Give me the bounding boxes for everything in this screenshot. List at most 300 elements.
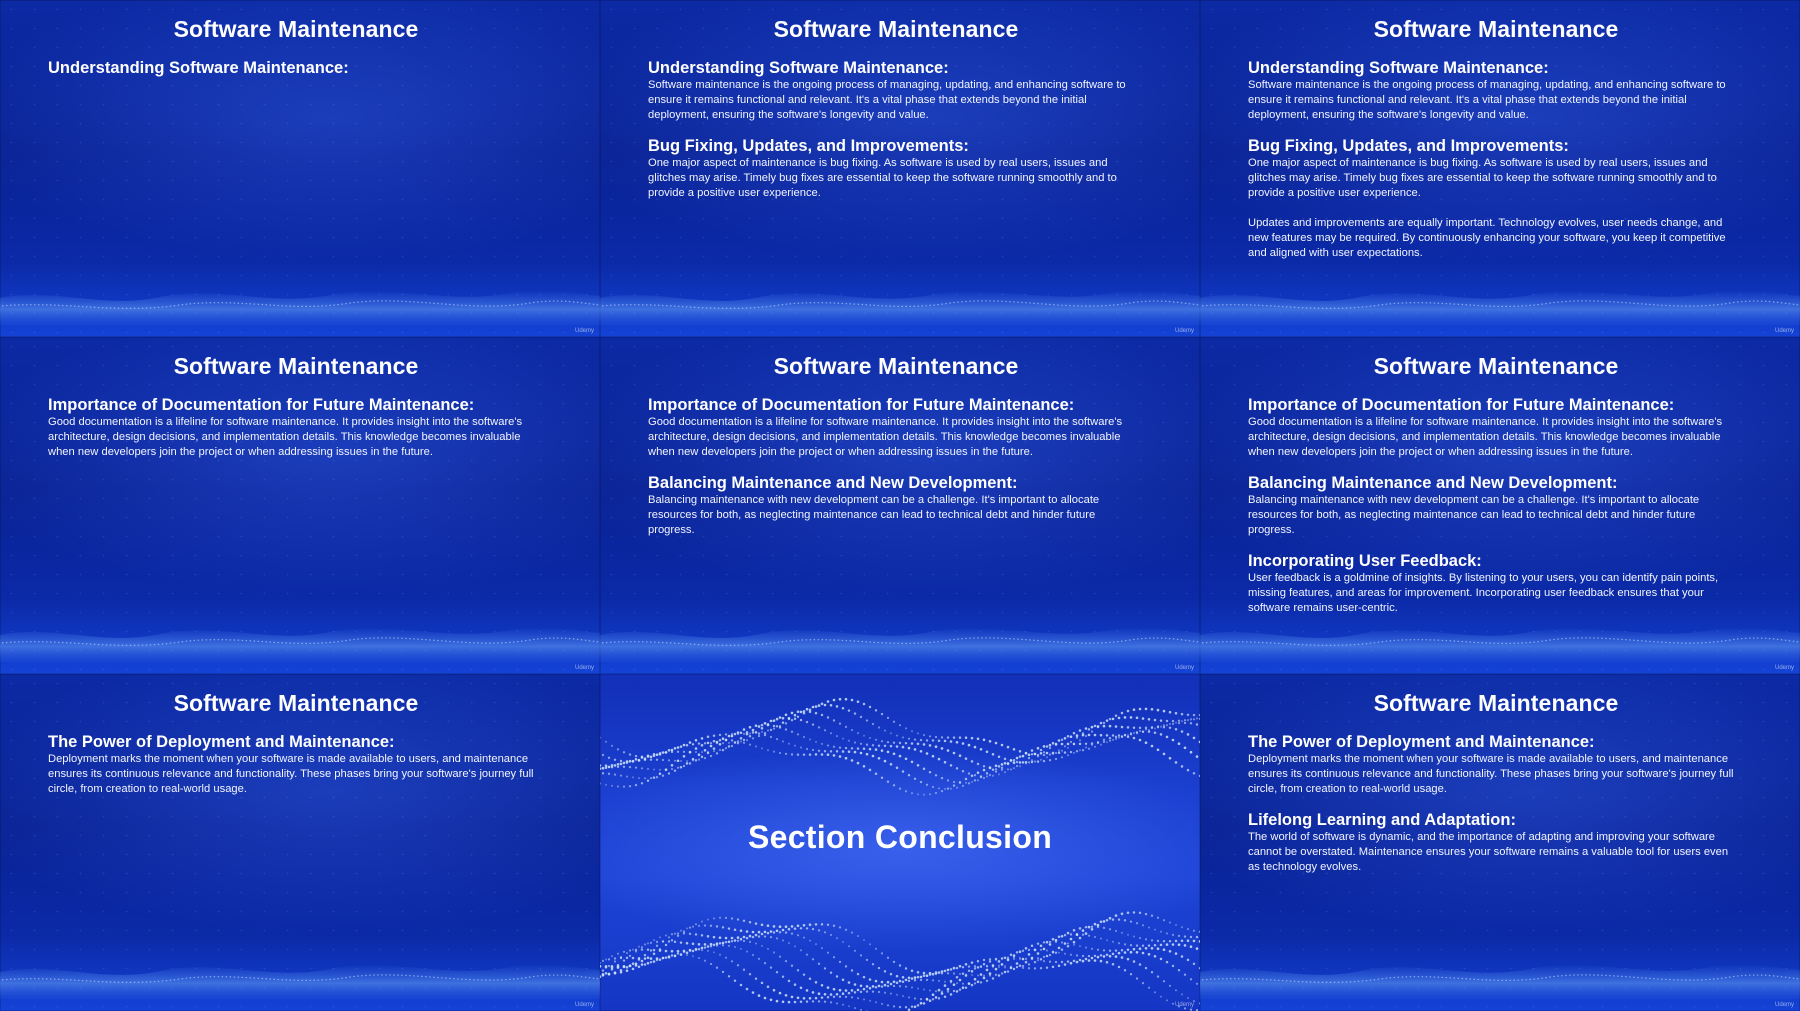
particle-dot — [869, 748, 872, 751]
particle-dot — [710, 963, 712, 965]
particle-dot — [650, 949, 652, 951]
particle-dot — [743, 733, 745, 735]
section-paragraph: Deployment marks the moment when your software is made available to users, and maintenance ensures its continuous relevance and functionality. These phases bring your software's journey full circle, from creation to real-world usage. — [1248, 753, 1734, 795]
particle-dot — [1181, 926, 1183, 928]
particle-dot — [923, 794, 925, 796]
particle-dot — [932, 979, 934, 981]
particle-dot — [890, 732, 892, 734]
particle-dot — [623, 751, 625, 753]
particle-dot — [605, 784, 607, 786]
content-section — [1248, 811, 1738, 875]
particle-dot — [1070, 954, 1072, 956]
particle-dot — [854, 712, 856, 714]
particle-dot — [911, 970, 914, 973]
particle-dot — [1067, 747, 1069, 749]
particle-dot — [1103, 739, 1105, 741]
particle-dot — [872, 963, 874, 965]
particle-dot — [797, 716, 799, 718]
particle-dot — [731, 937, 734, 940]
particle-dot — [866, 719, 868, 721]
particle-dot — [968, 982, 971, 985]
particle-dot — [713, 750, 715, 752]
particle-dot — [1130, 920, 1132, 922]
particle-dot — [812, 723, 814, 725]
particle-dot — [821, 753, 824, 756]
particle-dot — [1169, 922, 1171, 924]
particle-dot — [1187, 939, 1190, 942]
particle-dot — [1040, 945, 1043, 948]
particle-dot — [632, 962, 635, 965]
slide-2[interactable] — [600, 0, 1200, 337]
slide-9[interactable] — [1200, 674, 1800, 1011]
particle-dot — [938, 989, 941, 992]
particle-dot — [767, 749, 769, 751]
particle-dot — [797, 754, 799, 756]
particle-dot — [815, 943, 817, 945]
particle-dot — [929, 973, 931, 975]
particle-dot — [674, 769, 676, 771]
particle-dot — [728, 975, 730, 977]
particle-dot — [1043, 956, 1045, 958]
particle-dot — [794, 1001, 797, 1004]
particle-dot — [1124, 919, 1126, 921]
particle-dot — [1079, 749, 1081, 751]
particle-dot — [785, 994, 788, 997]
particle-dot — [917, 764, 920, 767]
particle-dot — [728, 735, 731, 738]
particle-dot — [782, 717, 785, 720]
particle-dot — [863, 735, 865, 737]
particle-dot — [995, 974, 997, 976]
slide-content — [648, 59, 1138, 215]
particle-dot — [1121, 726, 1124, 729]
particle-dot — [1187, 769, 1190, 772]
particle-dot — [998, 755, 1001, 758]
dot-texture — [0, 0, 600, 337]
particle-dot — [962, 972, 964, 974]
particle-dot — [665, 956, 668, 959]
section-paragraph: One major aspect of maintenance is bug fixing. As software is used by real users, issues and glitches may arise. Timely bug fixes are essential to keep the software running smoothly and to provide a positive user experience. — [648, 157, 1117, 199]
particle-dot — [980, 776, 982, 778]
particle-dot — [677, 932, 679, 934]
particle-dot — [755, 731, 758, 734]
particle-dot — [944, 970, 947, 973]
particle-dot — [785, 925, 788, 928]
particle-dot — [698, 759, 700, 761]
particle-dot — [989, 972, 992, 975]
particle-dot — [938, 758, 941, 761]
particle-dot — [641, 782, 643, 784]
particle-dot — [620, 971, 623, 974]
particle-dot — [611, 745, 613, 747]
particle-dot — [848, 1005, 850, 1007]
particle-dot — [1040, 749, 1042, 751]
particle-dot — [1064, 745, 1066, 747]
particle-dot — [941, 736, 943, 738]
particle-dot — [749, 935, 752, 938]
particle-dot — [1154, 719, 1157, 722]
particle-dot — [1010, 954, 1013, 957]
particle-dot — [899, 742, 901, 744]
particle-dot — [701, 947, 704, 950]
particle-dot — [860, 954, 862, 956]
particle-dot — [1154, 955, 1157, 958]
particle-dot — [941, 777, 943, 779]
particle-dot — [1088, 734, 1091, 737]
particle-dot — [893, 961, 895, 963]
slide-title: Software Maintenance — [773, 16, 1019, 42]
particle-dot — [809, 738, 811, 740]
particle-dot — [725, 937, 728, 940]
particle-dot — [1118, 717, 1121, 720]
particle-dot — [965, 757, 968, 760]
particle-dot — [923, 975, 926, 978]
particle-dot — [977, 771, 980, 774]
particle-dot — [950, 993, 953, 996]
particle-dot — [1127, 934, 1129, 936]
particle-dot — [1100, 744, 1102, 746]
particle-dot — [818, 750, 820, 752]
particle-dot — [740, 938, 743, 941]
particle-dot — [1037, 755, 1039, 757]
particle-dot — [815, 741, 817, 743]
particle-dot — [980, 981, 982, 983]
slide-6[interactable] — [1200, 337, 1800, 674]
particle-dot — [641, 963, 644, 966]
slide-7[interactable] — [0, 674, 600, 1011]
particle-dot — [836, 975, 838, 977]
particle-dot — [911, 1005, 913, 1007]
particle-dot — [992, 769, 994, 771]
particle-dot — [1031, 753, 1033, 755]
particle-dot — [737, 964, 739, 966]
particle-dot — [788, 928, 791, 931]
particle-dot — [926, 784, 928, 786]
particle-dot — [1013, 748, 1016, 751]
particle-dot — [752, 954, 754, 956]
particle-dot — [632, 968, 635, 971]
particle-dot — [740, 732, 743, 735]
particle-dot — [1028, 953, 1031, 956]
wave-fill — [0, 290, 600, 325]
particle-dot — [818, 1000, 820, 1002]
particle-dot — [770, 720, 773, 723]
particle-dot — [656, 759, 658, 761]
particle-dot — [908, 774, 910, 776]
particle-dot — [1100, 960, 1103, 963]
particle-dot — [800, 949, 802, 951]
particle-dot — [839, 989, 842, 992]
particle-dot — [1118, 952, 1121, 955]
particle-dot — [1169, 940, 1171, 942]
particle-dot — [608, 766, 611, 769]
particle-dot — [674, 954, 676, 956]
slide-title: Software Maintenance — [773, 353, 1019, 379]
particle-dot — [752, 991, 755, 994]
particle-dot — [1139, 708, 1142, 711]
particle-dot — [929, 744, 932, 747]
slide-1[interactable] — [0, 0, 600, 337]
particle-dot — [620, 775, 622, 777]
particle-dot — [1136, 922, 1138, 924]
particle-dot — [1148, 953, 1151, 956]
particle-dot — [689, 762, 691, 764]
particle-dot — [1094, 955, 1096, 957]
particle-dot — [1109, 718, 1111, 720]
particle-dot — [1160, 733, 1163, 736]
particle-dot — [905, 967, 907, 969]
particle-dot — [863, 976, 866, 979]
particle-dot — [941, 972, 943, 974]
particle-dot — [887, 751, 890, 754]
content-section — [1248, 733, 1738, 797]
particle-dot — [911, 977, 914, 980]
particle-dot — [845, 989, 848, 992]
particle-dot — [1046, 966, 1048, 968]
particle-dot — [1112, 734, 1114, 736]
particle-dot — [722, 971, 724, 973]
particle-dot — [956, 741, 959, 744]
particle-dot — [806, 1000, 808, 1002]
particle-dot — [710, 745, 713, 748]
particle-dot — [776, 738, 778, 740]
particle-dot — [869, 1000, 871, 1002]
particle-dot — [1184, 719, 1186, 721]
particle-dot — [1130, 732, 1132, 734]
content-section — [1248, 474, 1738, 538]
particle-dot — [1133, 960, 1136, 963]
particle-dot — [1127, 911, 1130, 914]
particle-dot — [986, 965, 988, 967]
particle-dot — [600, 975, 601, 978]
particle-dot — [668, 749, 671, 752]
particle-dot — [1061, 948, 1063, 950]
particle-dot — [770, 930, 773, 933]
particle-dot — [1136, 977, 1138, 979]
particle-dot — [1142, 944, 1144, 946]
particle-dot — [1052, 950, 1054, 952]
particle-dot — [821, 996, 824, 999]
particle-dot — [650, 755, 653, 758]
particle-dot — [959, 973, 961, 975]
particle-dot — [830, 1001, 832, 1003]
slide-title: Software Maintenance — [173, 353, 419, 379]
particle-dot — [887, 717, 889, 719]
particle-dot — [833, 956, 835, 958]
particle-dot — [1058, 739, 1061, 742]
particle-dot — [734, 928, 737, 931]
particle-dot — [737, 936, 740, 939]
particle-dot — [629, 766, 631, 768]
particle-dot — [947, 749, 950, 752]
particle-dot — [1115, 955, 1118, 958]
particle-dot — [872, 744, 874, 746]
particle-dot — [794, 745, 796, 747]
particle-dot — [944, 740, 947, 743]
particle-dot — [944, 984, 947, 987]
particle-dot — [881, 777, 883, 779]
wave-line — [600, 301, 1200, 309]
particle-dot — [1010, 768, 1012, 770]
particle-dot — [731, 940, 733, 942]
particle-dot — [1145, 741, 1148, 744]
particle-dot — [728, 941, 731, 944]
particle-dot — [1031, 958, 1033, 960]
particle-dot — [1010, 966, 1012, 968]
particle-dot — [863, 765, 866, 768]
particle-dot — [695, 747, 698, 750]
particle-dot — [782, 939, 784, 941]
particle-dot — [600, 783, 601, 785]
particle-dot — [1157, 940, 1159, 942]
particle-dot — [710, 925, 712, 927]
particle-dot — [785, 931, 787, 933]
particle-dot — [968, 965, 970, 967]
particle-dot — [752, 931, 755, 934]
particle-dot — [1004, 965, 1006, 967]
particle-dot — [1157, 709, 1160, 712]
particle-dot — [917, 976, 920, 979]
particle-dot — [842, 707, 845, 710]
particle-dot — [815, 712, 818, 715]
particle-dot — [629, 955, 631, 957]
particle-dot — [854, 1007, 856, 1009]
particle-dot — [1136, 731, 1138, 733]
particle-dot — [845, 726, 847, 728]
particle-dot — [1166, 999, 1168, 1001]
particle-dot — [761, 727, 764, 730]
particle-dot — [635, 766, 637, 768]
particle-dot — [1034, 967, 1036, 969]
particle-dot — [1112, 918, 1114, 920]
particle-dot — [725, 941, 727, 943]
particle-dot — [926, 739, 928, 741]
particle-dot — [1001, 963, 1004, 966]
particle-dot — [1187, 714, 1189, 716]
particle-dot — [818, 963, 820, 965]
particle-dot — [851, 989, 854, 992]
particle-dot — [830, 750, 832, 752]
particle-dot — [833, 699, 836, 702]
section-heading: Understanding Software Maintenance: — [48, 59, 349, 77]
particle-dot — [992, 775, 994, 777]
particle-dot — [914, 1006, 917, 1009]
udemy-watermark: Udemy — [1174, 1002, 1194, 1008]
particle-dot — [1058, 752, 1061, 755]
particle-dot — [698, 943, 701, 946]
particle-dot — [731, 917, 733, 919]
particle-dot — [1034, 948, 1036, 950]
particle-dot — [1088, 748, 1090, 750]
particle-dot — [986, 969, 989, 972]
particle-dot — [848, 981, 851, 984]
particle-dot — [632, 957, 635, 960]
particle-dot — [728, 945, 730, 947]
particle-dot — [773, 951, 775, 953]
particle-dot — [722, 926, 724, 928]
particle-dot — [1004, 758, 1006, 760]
particle-dot — [1022, 761, 1024, 763]
section-heading: Bug Fixing, Updates, and Improvements: — [1248, 137, 1569, 155]
particle-dot — [1055, 952, 1057, 954]
particle-dot — [902, 770, 905, 773]
particle-dot — [1031, 761, 1034, 764]
particle-dot — [830, 934, 832, 936]
slide-8[interactable] — [600, 674, 1200, 1011]
wave-fill — [0, 964, 600, 999]
particle-dot — [986, 751, 989, 754]
slide-4[interactable] — [0, 337, 600, 674]
particle-dot — [995, 770, 997, 772]
particle-dot — [632, 776, 634, 778]
particle-dot — [1100, 921, 1103, 924]
particle-dot — [1028, 949, 1030, 951]
particle-dot — [1016, 966, 1018, 968]
particle-dot — [1031, 944, 1034, 947]
particle-dot — [809, 753, 812, 756]
particle-dot — [998, 974, 1001, 977]
slide-content — [48, 59, 538, 92]
particle-dot — [1061, 750, 1063, 752]
particle-dot — [600, 764, 601, 767]
particle-dot — [827, 986, 830, 989]
particle-dot — [983, 738, 986, 741]
particle-dot — [983, 975, 985, 977]
particle-dot — [1169, 727, 1171, 729]
particle-dot — [866, 985, 869, 988]
particle-dot — [830, 704, 833, 707]
particle-dot — [908, 738, 910, 740]
slide-3[interactable] — [1200, 0, 1800, 337]
particle-dot — [1067, 754, 1069, 756]
particle-dot — [1160, 996, 1162, 998]
particle-dot — [908, 747, 911, 750]
particle-dot — [1118, 966, 1120, 968]
particle-dot — [761, 724, 764, 727]
particle-dot — [965, 778, 967, 780]
particle-dot — [1157, 975, 1159, 977]
particle-dot — [881, 740, 883, 742]
particle-dot — [683, 751, 685, 753]
particle-dot — [674, 941, 676, 943]
particle-dot — [815, 997, 818, 1000]
particle-dot — [1172, 965, 1174, 967]
particle-dot — [1034, 753, 1037, 756]
particle-dot — [698, 948, 700, 950]
particle-dot — [1172, 739, 1175, 742]
particle-dot — [704, 943, 707, 946]
particle-dot — [1181, 940, 1184, 943]
particle-dot — [1193, 718, 1195, 720]
content-section — [48, 396, 538, 460]
particle-dot — [1160, 726, 1162, 728]
particle-dot — [1079, 927, 1082, 930]
particle-dot — [845, 757, 848, 760]
particle-dot — [647, 768, 649, 770]
wave-decoration — [0, 592, 600, 662]
particle-dot — [629, 965, 632, 968]
particle-dot — [1049, 961, 1051, 963]
particle-dot — [629, 753, 631, 755]
particle-dot — [695, 949, 697, 951]
particle-dot — [746, 951, 748, 953]
particle-dot — [1055, 752, 1057, 754]
particle-dot — [1055, 743, 1058, 746]
content-section — [648, 396, 1138, 460]
particle-dot — [995, 764, 998, 767]
slide-5[interactable] — [600, 337, 1200, 674]
particle-dot — [767, 729, 769, 731]
